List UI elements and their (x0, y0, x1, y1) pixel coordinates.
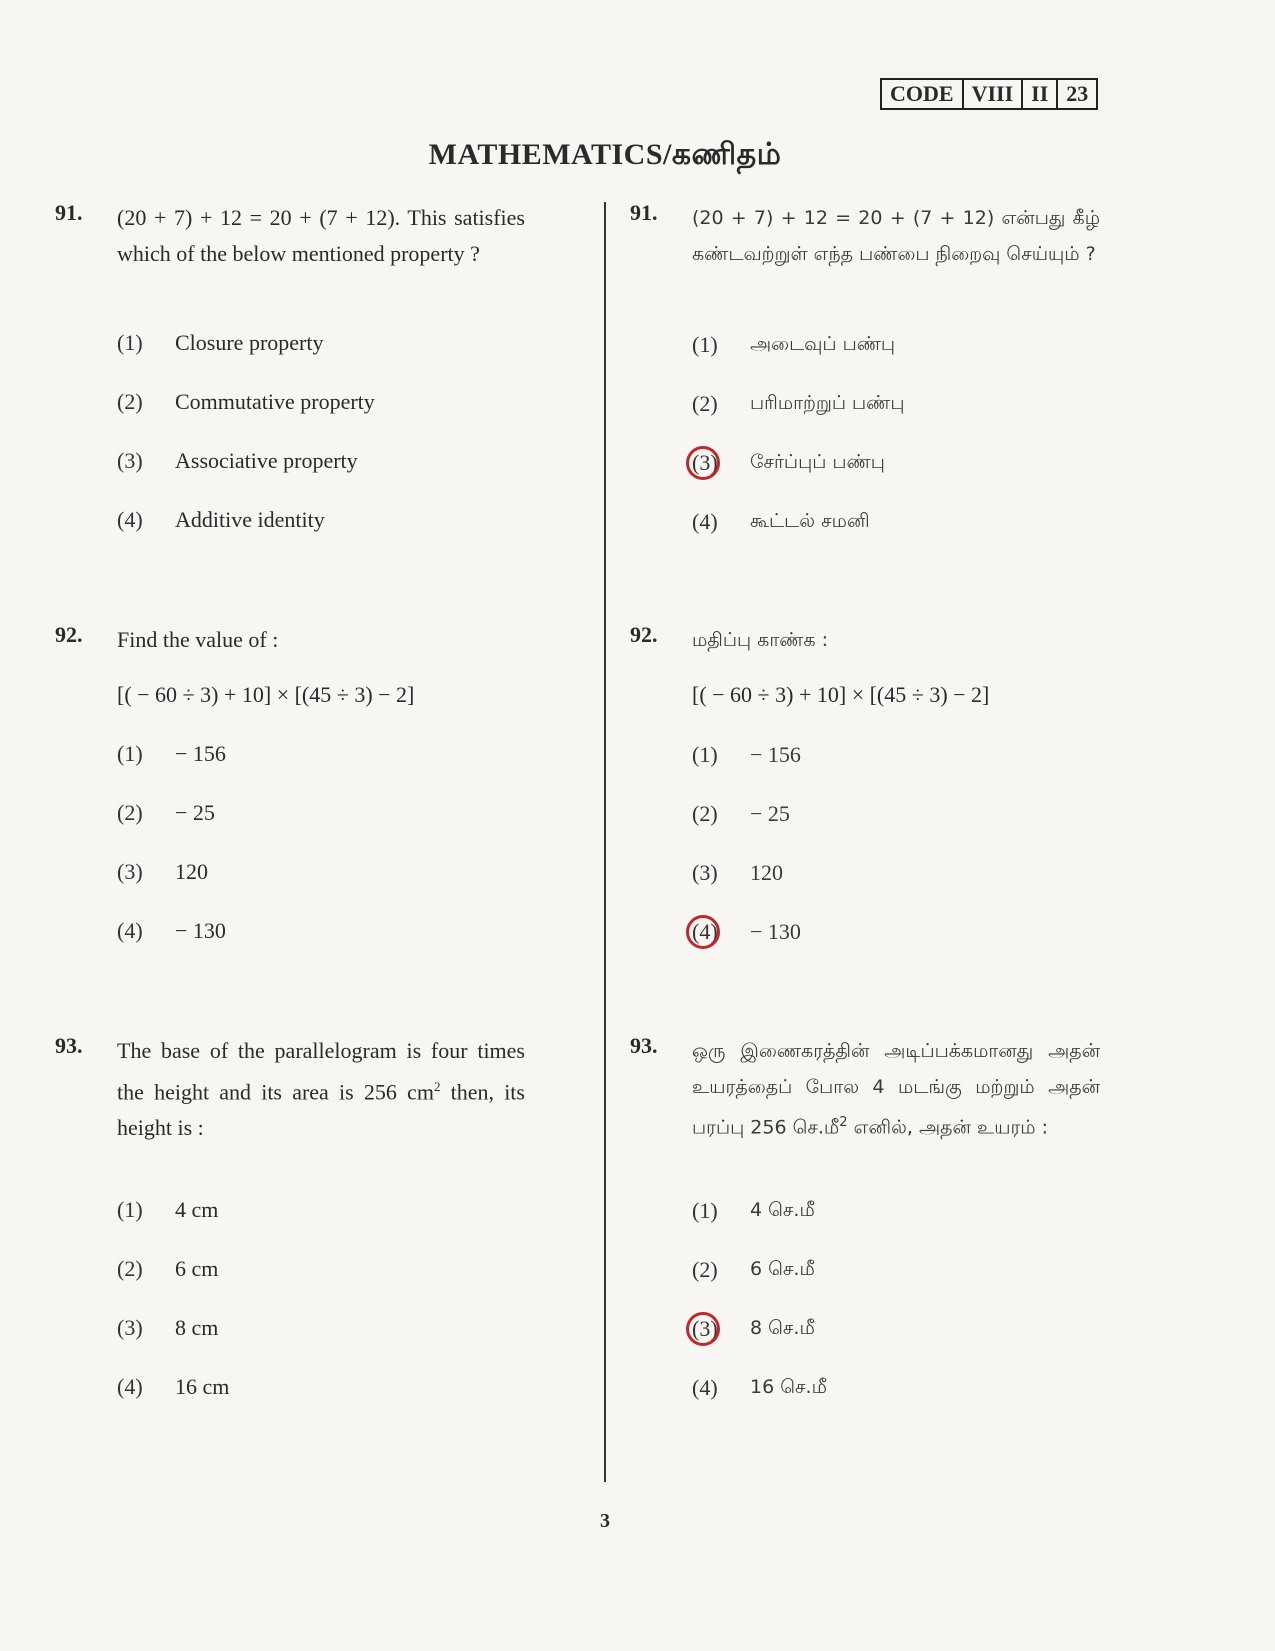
question-text-part: The base of the parallelogram is four times the height and its area is 256 cm (117, 1038, 525, 1105)
question-93-ta (630, 1033, 1100, 1145)
option-1[interactable] (117, 330, 323, 356)
question-number: 93. (55, 1033, 83, 1058)
question-text (692, 1033, 1100, 1145)
option-number: (3) (117, 859, 143, 884)
page-title: MATHEMATICS/கணிதம் (428, 138, 782, 171)
option-3-selected[interactable] (692, 450, 885, 476)
option-text: 4 cm (175, 1197, 219, 1222)
option-number: (4) (692, 509, 718, 534)
question-text: Find the value of : (117, 627, 279, 652)
option-1[interactable] (692, 1198, 815, 1224)
exam-code-box (880, 78, 1098, 110)
option-number: (1) (692, 1198, 718, 1223)
question-text-part: ஒரு இணைகரத்தின் அடிப்பக்கமானது அதன் உயரத்தைப் போல 4 மடங்கு மற்றும் அதன் பரப்பு 256 செ.மீ (692, 1040, 1100, 1139)
option-number: (4) (117, 918, 143, 943)
code-paper: II (1023, 80, 1058, 108)
option-1[interactable] (692, 742, 801, 768)
option-text: 8 cm (175, 1315, 219, 1340)
option-number: (1) (692, 742, 718, 767)
option-text: Additive identity (175, 507, 325, 532)
option-2[interactable] (692, 801, 790, 827)
option-text: அடைவுப் பண்பு (750, 332, 896, 355)
option-text: − 130 (175, 918, 226, 943)
option-3[interactable] (117, 1315, 218, 1341)
column-divider (604, 202, 606, 1482)
option-4-selected[interactable] (692, 919, 801, 945)
option-4[interactable] (692, 509, 870, 535)
option-4[interactable] (117, 918, 226, 944)
question-number: 92. (55, 622, 83, 647)
question-number: 92. (630, 622, 658, 647)
question-text-part: then, its height is : (117, 1079, 525, 1141)
option-number: (4) (117, 1374, 143, 1399)
option-number: (2) (692, 391, 718, 416)
question-91-ta (630, 200, 1100, 272)
option-text: 120 (750, 860, 783, 885)
option-text: 6 cm (175, 1256, 219, 1281)
option-number: (3) (117, 1315, 143, 1340)
option-number-circled: (3) (692, 1316, 750, 1342)
option-number: (4) (692, 1375, 718, 1400)
option-number: (3) (692, 860, 718, 885)
option-text: − 130 (750, 919, 801, 944)
option-text: 8 செ.மீ (750, 1316, 815, 1339)
option-2[interactable] (692, 391, 904, 417)
option-3[interactable] (117, 448, 358, 474)
question-93-en (55, 1033, 525, 1146)
option-text: சேர்ப்புப் பண்பு (750, 450, 885, 473)
code-year: 23 (1066, 81, 1089, 106)
expression: [( − 60 ÷ 3) + 10] × [(45 ÷ 3) − 2] (117, 682, 415, 707)
option-2[interactable] (117, 1256, 218, 1282)
option-number: (1) (117, 330, 143, 355)
option-text: பரிமாற்றுப் பண்பு (750, 391, 905, 414)
option-number: (1) (692, 332, 718, 357)
option-text: − 25 (175, 800, 215, 825)
question-92-ta (630, 622, 1100, 658)
option-text: 16 cm (175, 1374, 230, 1399)
question-number: 93. (630, 1033, 658, 1058)
option-1[interactable] (117, 741, 226, 767)
option-4[interactable] (117, 507, 325, 533)
option-2[interactable] (692, 1257, 815, 1283)
option-text: கூட்டல் சமனி (750, 509, 870, 532)
question-text: (20 + 7) + 12 = 20 + (7 + 12) என்பது கீழ் கண்டவற்றுள் எந்த பண்பை நிறைவு செய்யும் ? (692, 207, 1100, 265)
option-text: 4 செ.மீ (750, 1198, 815, 1221)
option-number-circled: (4) (692, 919, 750, 945)
question-text: (20 + 7) + 12 = 20 + (7 + 12). This satisfies which of the below mentioned property ? (117, 205, 525, 266)
option-2[interactable] (117, 800, 215, 826)
page-number: 3 (600, 1510, 610, 1532)
option-number: (2) (117, 389, 143, 414)
option-text: − 156 (750, 742, 801, 767)
option-number-circled: (3) (692, 450, 750, 476)
option-text: 6 செ.மீ (750, 1257, 815, 1280)
option-3[interactable] (692, 860, 783, 886)
option-number: (4) (117, 507, 143, 532)
option-text: 16 செ.மீ (750, 1375, 827, 1398)
expression: [( − 60 ÷ 3) + 10] × [(45 ÷ 3) − 2] (692, 682, 990, 707)
option-3-selected[interactable] (692, 1316, 815, 1342)
option-text: Associative property (175, 448, 358, 473)
option-number: (2) (692, 801, 718, 826)
option-3[interactable] (117, 859, 208, 885)
option-text: Commutative property (175, 389, 375, 414)
question-number: 91. (630, 200, 658, 225)
question-91-en (55, 200, 525, 272)
code-class: VIII (964, 80, 1024, 108)
option-1[interactable] (692, 332, 895, 358)
question-text: மதிப்பு காண்க : (692, 629, 829, 651)
option-number: (1) (117, 1197, 143, 1222)
question-number: 91. (55, 200, 83, 225)
option-number: (1) (117, 741, 143, 766)
option-number: (3) (117, 448, 143, 473)
option-number: (2) (117, 1256, 143, 1281)
option-4[interactable] (117, 1374, 229, 1400)
superscript: 2 (839, 1115, 848, 1130)
option-number: (2) (692, 1257, 718, 1282)
option-number: (2) (117, 800, 143, 825)
question-text-part: எனில், அதன் உயரம் : (847, 1116, 1049, 1139)
option-text: − 25 (750, 801, 790, 826)
option-text: Closure property (175, 330, 324, 355)
option-4[interactable] (692, 1375, 827, 1401)
option-1[interactable] (117, 1197, 218, 1223)
question-text (117, 1033, 525, 1146)
option-2[interactable] (117, 389, 375, 415)
code-label: CODE (882, 80, 964, 108)
question-92-en (55, 622, 525, 658)
option-text: 120 (175, 859, 208, 884)
option-text: − 156 (175, 741, 226, 766)
superscript: 2 (433, 1079, 441, 1094)
